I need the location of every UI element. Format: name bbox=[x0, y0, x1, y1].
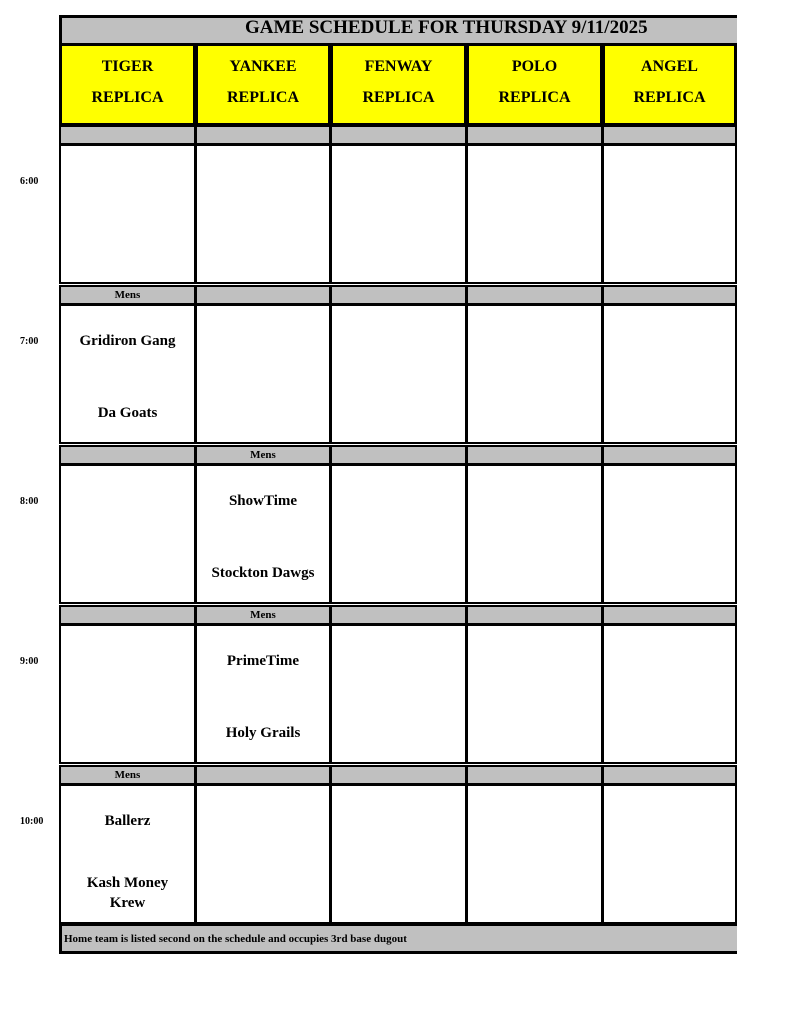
division-band bbox=[59, 445, 196, 465]
venue-name: YANKEE bbox=[229, 58, 297, 75]
division-band bbox=[330, 285, 467, 305]
division-band bbox=[602, 765, 737, 785]
game-cell bbox=[59, 624, 196, 764]
game-cell bbox=[466, 304, 603, 444]
away-team: PrimeTime bbox=[226, 653, 300, 669]
game-cell bbox=[602, 784, 737, 924]
home-team: Stockton Dawgs bbox=[211, 565, 315, 581]
game-cell bbox=[330, 144, 467, 284]
division-band bbox=[602, 285, 737, 305]
venue-header bbox=[602, 43, 737, 126]
home-team: Holy Grails bbox=[225, 725, 301, 741]
time-label: 7:00 bbox=[20, 336, 39, 347]
game-cell bbox=[466, 624, 603, 764]
game-cell bbox=[330, 784, 467, 924]
game-cell bbox=[195, 304, 331, 444]
division-band bbox=[466, 285, 603, 305]
venue-name: TIGER bbox=[101, 58, 154, 75]
division-band: Mens bbox=[195, 445, 331, 465]
division-band bbox=[195, 285, 331, 305]
footer-note: Home team is listed second on the schedule and occupies 3rd base dugout bbox=[59, 924, 737, 954]
game-cell bbox=[466, 464, 603, 604]
division-band bbox=[59, 605, 196, 625]
game-cell bbox=[195, 784, 331, 924]
game-cell bbox=[59, 304, 196, 444]
time-label: 6:00 bbox=[20, 176, 39, 187]
division-band bbox=[602, 125, 737, 145]
game-cell bbox=[466, 144, 603, 284]
division-band bbox=[466, 605, 603, 625]
venue-subtitle: REPLICA bbox=[226, 89, 299, 106]
division-band bbox=[466, 765, 603, 785]
game-cell bbox=[330, 304, 467, 444]
game-cell bbox=[330, 624, 467, 764]
schedule-title: GAME SCHEDULE FOR THURSDAY 9/11/2025 bbox=[245, 17, 648, 38]
away-team: Gridiron Gang bbox=[79, 333, 176, 349]
venue-name: ANGEL bbox=[641, 58, 698, 75]
away-team: ShowTime bbox=[228, 493, 298, 509]
venue-subtitle: REPLICA bbox=[633, 89, 706, 106]
venue-subtitle: REPLICA bbox=[91, 89, 164, 106]
game-cell bbox=[602, 624, 737, 764]
venue-header bbox=[466, 43, 603, 126]
home-team: Kash Money Krew bbox=[86, 875, 169, 911]
division-band bbox=[602, 605, 737, 625]
game-cell bbox=[602, 304, 737, 444]
game-cell bbox=[195, 624, 331, 764]
venue-name: POLO bbox=[511, 58, 558, 75]
division-band bbox=[195, 125, 331, 145]
division-band bbox=[330, 765, 467, 785]
division-band: Mens bbox=[59, 285, 196, 305]
game-cell bbox=[466, 784, 603, 924]
home-team: Da Goats bbox=[97, 405, 158, 421]
venue-header bbox=[330, 43, 467, 126]
time-label: 8:00 bbox=[20, 496, 39, 507]
time-label: 9:00 bbox=[20, 656, 39, 667]
game-cell bbox=[59, 784, 196, 924]
division-band bbox=[466, 125, 603, 145]
time-label: 10:00 bbox=[20, 816, 44, 827]
game-cell bbox=[59, 144, 196, 284]
division-band: Mens bbox=[59, 765, 196, 785]
division-band bbox=[602, 445, 737, 465]
division-band bbox=[330, 125, 467, 145]
division-band bbox=[466, 445, 603, 465]
division-band bbox=[195, 765, 331, 785]
venue-name: FENWAY bbox=[364, 58, 433, 75]
venue-header bbox=[59, 43, 196, 126]
game-cell bbox=[195, 464, 331, 604]
division-band bbox=[59, 125, 196, 145]
venue-header bbox=[195, 43, 331, 126]
venue-subtitle: REPLICA bbox=[362, 89, 435, 106]
division-band bbox=[330, 605, 467, 625]
game-cell bbox=[59, 464, 196, 604]
game-cell bbox=[602, 464, 737, 604]
game-cell bbox=[195, 144, 331, 284]
division-band bbox=[330, 445, 467, 465]
division-band: Mens bbox=[195, 605, 331, 625]
game-cell bbox=[330, 464, 467, 604]
game-cell bbox=[602, 144, 737, 284]
venue-subtitle: REPLICA bbox=[498, 89, 571, 106]
away-team: Ballerz bbox=[104, 813, 151, 829]
